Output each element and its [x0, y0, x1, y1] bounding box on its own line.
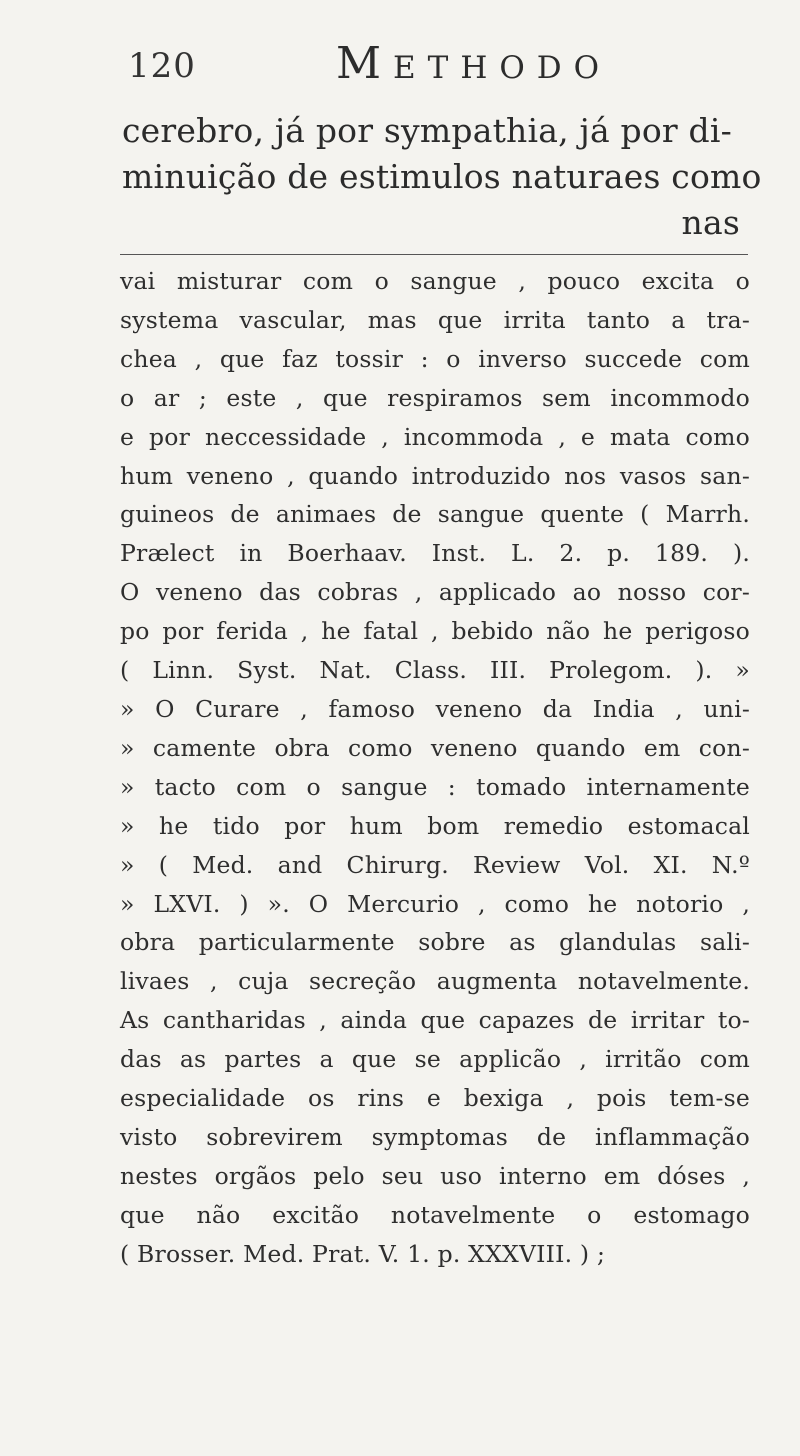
page-header	[0, 38, 800, 98]
footnote-line: ( Brosser. Med. Prat. V. 1. p. XXXVIII. ) ;	[120, 1239, 606, 1268]
footnote-line: po por ferida , he fatal , bebido não he perigoso	[120, 617, 750, 646]
footnote-line: o ar ; este , que respiramos sem incommodo	[120, 383, 750, 412]
footnote-line: obra particularmente sobre as glandulas sali-	[120, 928, 750, 957]
footnote-line: visto sobrevirem symptomas de inflammação	[120, 1122, 750, 1151]
main-text	[122, 108, 762, 246]
footnote-line: vai misturar com o sangue , pouco excita o	[120, 267, 750, 295]
page-number: 120	[128, 46, 196, 86]
main-text-line: cerebro, já por sympathia, já por di-	[122, 111, 732, 150]
footnote-line: » camente obra como veneno quando em con-	[120, 733, 750, 762]
footnote-line: guineos de animaes de sangue quente ( Marrh.	[120, 500, 750, 529]
catchword: nas	[681, 203, 740, 242]
footnote-line: e por neccessidade , incommoda , e mata como	[120, 422, 750, 451]
footnote-line: das as partes a que se applicão , irritão com	[120, 1045, 750, 1074]
footnote-line: nestes orgãos pelo seu uso interno em dóses ,	[120, 1161, 750, 1190]
footnote-rule	[120, 254, 748, 255]
footnote-line: que não excitão notavelmente o estomago	[120, 1200, 750, 1229]
footnote-line: especialidade os rins e bexiga , pois tem-se	[120, 1084, 750, 1113]
footnote-line: systema vascular, mas que irrita tanto a tra-	[120, 305, 750, 334]
main-text-line: minuição de estimulos naturaes como	[122, 157, 762, 196]
footnote-line: » tacto com o sangue : tomado internamente	[120, 772, 750, 801]
footnote-line: O veneno das cobras , applicado ao nosso cor-	[120, 578, 750, 607]
footnote-line: chea , que faz tossir : o inverso succede com	[120, 344, 750, 373]
footnote-line: hum veneno , quando introduzido nos vasos san-	[120, 461, 750, 490]
footnote-line: As cantharidas , ainda que capazes de irritar to-	[120, 1006, 750, 1035]
footnote-line: Prælect in Boerhaav. Inst. L. 2. p. 189. ).	[120, 539, 750, 568]
footnote-line: livaes , cuja secreção augmenta notavelmente.	[120, 967, 750, 996]
footnote-line: ( Linn. Syst. Nat. Class. III. Prolegom. ). »	[120, 656, 750, 685]
footnote-line: » he tido por hum bom remedio estomacal	[120, 811, 750, 840]
footnote-line: » LXVI. ) ». O Mercurio , como he notorio ,	[120, 889, 750, 918]
footnote	[120, 262, 750, 1274]
footnote-line: » O Curare , famoso veneno da India , uni-	[120, 694, 750, 723]
running-title: Methodo	[336, 38, 612, 89]
footnote-line: » ( Med. and Chirurg. Review Vol. XI. N.º	[120, 850, 750, 879]
